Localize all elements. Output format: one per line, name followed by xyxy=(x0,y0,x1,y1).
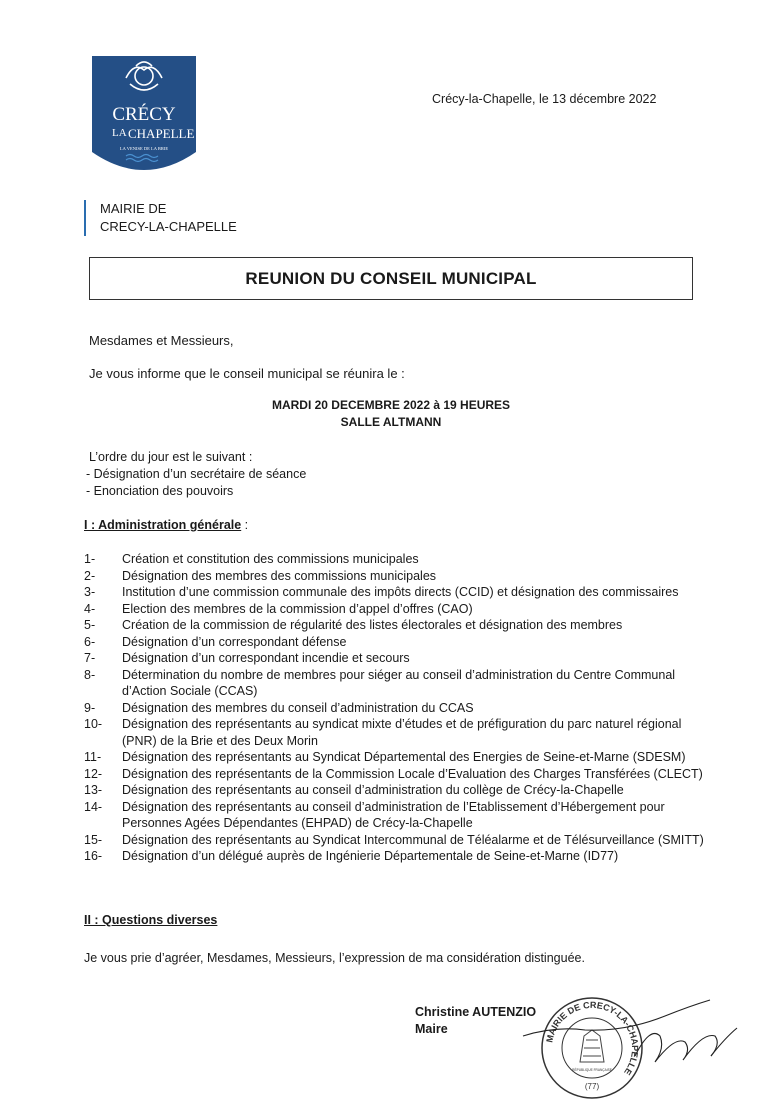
agenda-item-text: Création de la commission de régularité des listes électorales et désignation des membres xyxy=(122,618,623,632)
agenda-intro: L’ordre du jour est le suivant : xyxy=(89,450,253,464)
sender-line: CRECY-LA-CHAPELLE xyxy=(100,219,237,234)
agenda-item-number: 1- xyxy=(84,552,96,566)
svg-text:LA VENISE DE LA BRIE: LA VENISE DE LA BRIE xyxy=(119,146,169,151)
agenda-item-number: 5- xyxy=(84,618,96,632)
sender-block xyxy=(84,200,237,236)
agenda-item xyxy=(84,601,704,618)
agenda-item xyxy=(84,617,704,634)
svg-text:LA: LA xyxy=(112,127,127,139)
agenda-item-number: 11- xyxy=(84,750,102,764)
agenda-item-number: 2- xyxy=(84,568,96,583)
agenda-item-text: Désignation des représentants au Syndicat Intercommunal de Téléalarme et de Télésurveillance (SMITT) xyxy=(122,832,704,847)
intro-text: Je vous informe que le conseil municipal se réunira le : xyxy=(89,366,405,381)
agenda-item-number: 4- xyxy=(84,601,96,616)
meeting-location: SALLE ALTMANN xyxy=(340,415,442,429)
svg-text:CHAPELLE: CHAPELLE xyxy=(128,126,195,141)
svg-text:(77): (77) xyxy=(584,1082,600,1091)
svg-text:MAIRIE DE CRECY-LA-CHAPELLE: MAIRIE DE CRECY-LA-CHAPELLE xyxy=(544,999,641,1077)
agenda-item-number: 8- xyxy=(84,667,96,682)
agenda-item-text: Election des membres de la commission d’appel d’offres (CAO) xyxy=(122,601,473,616)
section-heading-suffix: : xyxy=(241,518,249,532)
agenda-item-text: Désignation des membres des commissions municipales xyxy=(122,568,437,583)
agenda-item-number: 14- xyxy=(84,799,103,814)
agenda-preliminary-item: - Désignation d’un secrétaire de séance xyxy=(86,467,307,481)
closing-text: Je vous prie d’agréer, Mesdames, Messieurs, l’expression de ma considération distinguée. xyxy=(84,951,585,965)
agenda-item xyxy=(84,848,704,865)
agenda-item-number: 10- xyxy=(84,717,103,731)
agenda-item-text: Désignation des représentants au Syndicat Départemental des Energies de Seine-et-Marne (SDESM) xyxy=(122,750,686,764)
agenda-item-number: 15- xyxy=(84,832,103,847)
agenda-item-text: Désignation d’un correspondant incendie et secours xyxy=(122,651,410,665)
agenda-item-text: Désignation des représentants au conseil d’administration de l’Etablissement d’Hébergement pour Personnes Agées Dépendantes (EHPAD) de Crécy-la-Chapelle xyxy=(122,799,665,830)
agenda-item-text: Désignation d’un délégué auprès de Ingénierie Départementale de Seine-et-Marne (ID77) xyxy=(122,849,619,863)
agenda-item xyxy=(84,749,704,766)
section-heading-2 xyxy=(84,913,217,927)
section-heading-1 xyxy=(84,518,248,532)
title-box xyxy=(89,257,693,300)
svg-text:RÉPUBLIQUE FRANÇAISE: RÉPUBLIQUE FRANÇAISE xyxy=(572,1068,612,1072)
section-heading-text: I : Administration générale xyxy=(84,518,242,532)
agenda-item-number: 16- xyxy=(84,849,103,863)
agenda-item-text: Désignation d’un correspondant défense xyxy=(122,634,347,649)
agenda-item-text: Désignation des membres du conseil d’administration du CCAS xyxy=(122,700,474,715)
agenda-item-number: 3- xyxy=(84,585,96,599)
agenda-item xyxy=(84,568,704,585)
signatory-name: Christine AUTENZIO xyxy=(415,1005,537,1019)
agenda-item xyxy=(84,766,704,783)
agenda-item-number: 6- xyxy=(84,634,96,649)
page-title: REUNION DU CONSEIL MUNICIPAL xyxy=(245,268,537,288)
crecy-logo xyxy=(92,56,196,180)
agenda-preliminary-item: - Enonciation des pouvoirs xyxy=(86,484,234,498)
meeting-datetime: MARDI 20 DECEMBRE 2022 à 19 HEURES xyxy=(271,398,511,412)
agenda-item-number: 12- xyxy=(84,766,103,781)
greeting: Mesdames et Messieurs, xyxy=(89,333,234,348)
agenda-item-number: 7- xyxy=(84,651,96,665)
letter-date: Crécy-la-Chapelle, le 13 décembre 2022 xyxy=(432,92,657,106)
agenda-item xyxy=(84,700,704,717)
signatory-role: Maire xyxy=(415,1022,448,1036)
agenda-item xyxy=(84,716,704,749)
agenda-item-text: Désignation des représentants au syndicat mixte d’études et de préfiguration du parc naturel régional (PNR) de la Brie et des Deux Morin xyxy=(122,717,682,748)
sender-line: MAIRIE DE xyxy=(100,201,167,216)
agenda-item-number: 13- xyxy=(84,783,103,797)
agenda-item xyxy=(84,782,704,799)
agenda-item-text: Institution d’une commission communale des impôts directs (CCID) et désignation des commissaires xyxy=(122,585,679,599)
agenda-item-text: Détermination du nombre de membres pour siéger au conseil d’administration du Centre Communal d’Action Sociale (CCAS) xyxy=(122,667,676,698)
agenda-item xyxy=(84,799,704,832)
agenda-item xyxy=(84,551,704,568)
handwritten-signature xyxy=(515,996,750,1076)
svg-text:CRÉCY: CRÉCY xyxy=(112,104,176,125)
agenda-item xyxy=(84,584,704,601)
agenda-item-text: Désignation des représentants au conseil d’administration du collège de Crécy-la-Chapelle xyxy=(122,783,624,797)
section-heading-text: II : Questions diverses xyxy=(84,913,218,927)
agenda-item xyxy=(84,832,704,849)
agenda-item xyxy=(84,650,704,667)
agenda-item-text: Création et constitution des commissions municipales xyxy=(122,552,419,566)
agenda-item xyxy=(84,634,704,651)
agenda-list xyxy=(84,551,704,865)
agenda-item-number: 9- xyxy=(84,700,96,715)
agenda-item xyxy=(84,667,704,700)
agenda-item-text: Désignation des représentants de la Commission Locale d’Evaluation des Charges Transférées (CLECT) xyxy=(122,766,703,781)
